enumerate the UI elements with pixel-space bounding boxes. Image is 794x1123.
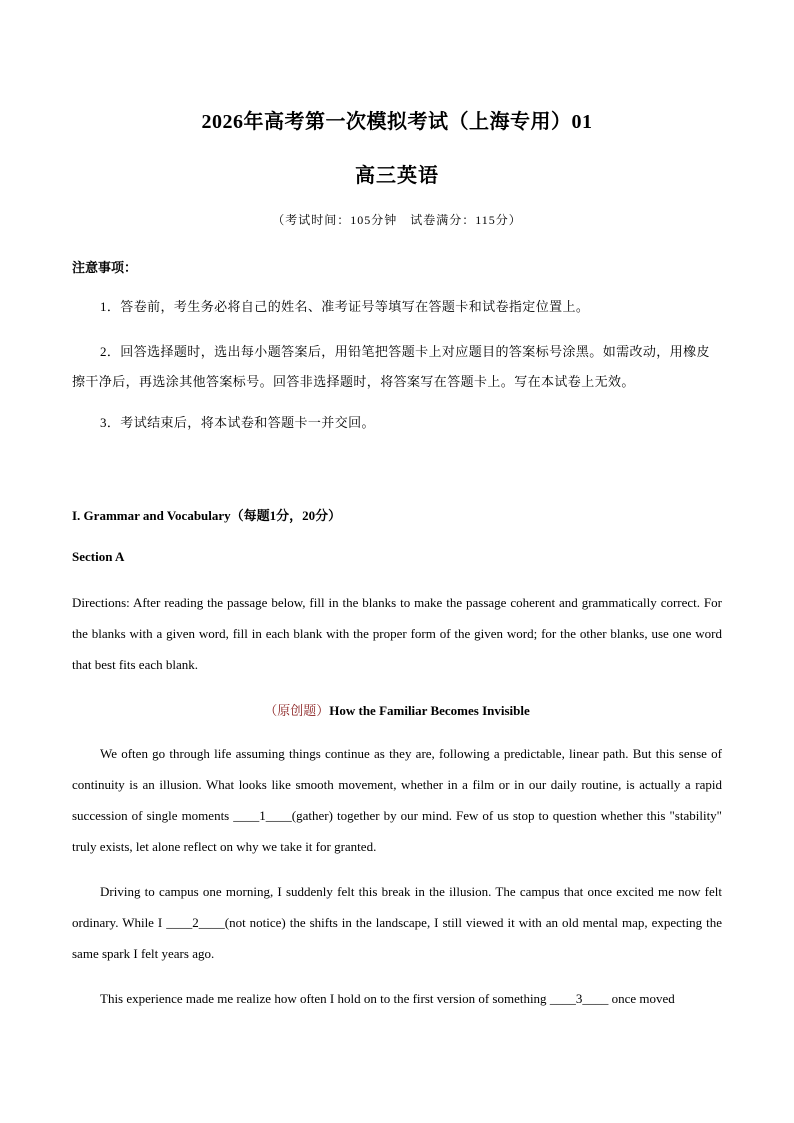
paragraph-text: (not notice) the shifts in the landscape, I still viewed it with an old mental map, expecting the same spark I felt years ago. [72, 915, 722, 961]
passage-paragraph [72, 876, 722, 969]
blank-3: ____3____ [549, 991, 609, 1006]
exam-info: （考试时间：105分钟 试卷满分：115分） [272, 213, 522, 227]
original-question-tag: （原创题） [264, 703, 330, 718]
passage-title-text: How the Familiar Becomes Invisible [329, 703, 530, 718]
notice-item: 2．回答选择题时，选出每小题答案后，用铅笔把答题卡上对应题目的答案标号涂黑。如需改动，用橡皮擦干净后，再选涂其他答案标号。回答非选择题时，将答案写在答题卡上。写在本试卷上无效。 [72, 344, 710, 389]
blank-2: ____2____ [166, 915, 225, 930]
directions-text: Directions: After reading the passage below, fill in the blanks to make the passage coherent and grammatically correct. For the blanks with a given word, fill in each blank with the proper form of the given word; for the other blanks, use one word that best fits each blank. [72, 595, 722, 672]
section-heading: Section A [72, 549, 125, 564]
exam-subject: 高三英语 [355, 165, 439, 187]
paragraph-text: Driving to campus one morning, I suddenly felt this break in the illusion. The campus that once excited me now felt ordinary. While I [72, 884, 722, 930]
paragraph-text: once moved [608, 991, 675, 1006]
notice-item: 1．答卷前，考生务必将自己的姓名、准考证号等填写在答题卡和试卷指定位置上。 [100, 299, 590, 314]
notice-item: 3．考试结束后，将本试卷和答题卡一并交回。 [100, 415, 375, 430]
exam-title: 2026年高考第一次模拟考试（上海专用）01 [201, 111, 593, 133]
passage-paragraph [72, 983, 722, 1014]
blank-1: ____1____ [233, 808, 292, 823]
passage-title [0, 700, 794, 719]
paragraph-text: (gather) together by our mind. Few of us stop to question whether this "stability" truly exists, let alone reflect on why we take it for granted. [72, 808, 722, 854]
passage-paragraph [72, 738, 722, 862]
paragraph-text: We often go through life assuming things continue as they are, following a predictable, linear path. But this sense of continuity is an illusion. What looks like smooth movement, whether in a film or in our daily routine, is actually a rapid succession of single moments [72, 746, 722, 823]
notice-heading: 注意事项： [72, 260, 138, 275]
paragraph-text: This experience made me realize how often I hold on to the first version of something [100, 991, 550, 1006]
part-heading: I. Grammar and Vocabulary（每题1分，20分） [72, 508, 342, 523]
